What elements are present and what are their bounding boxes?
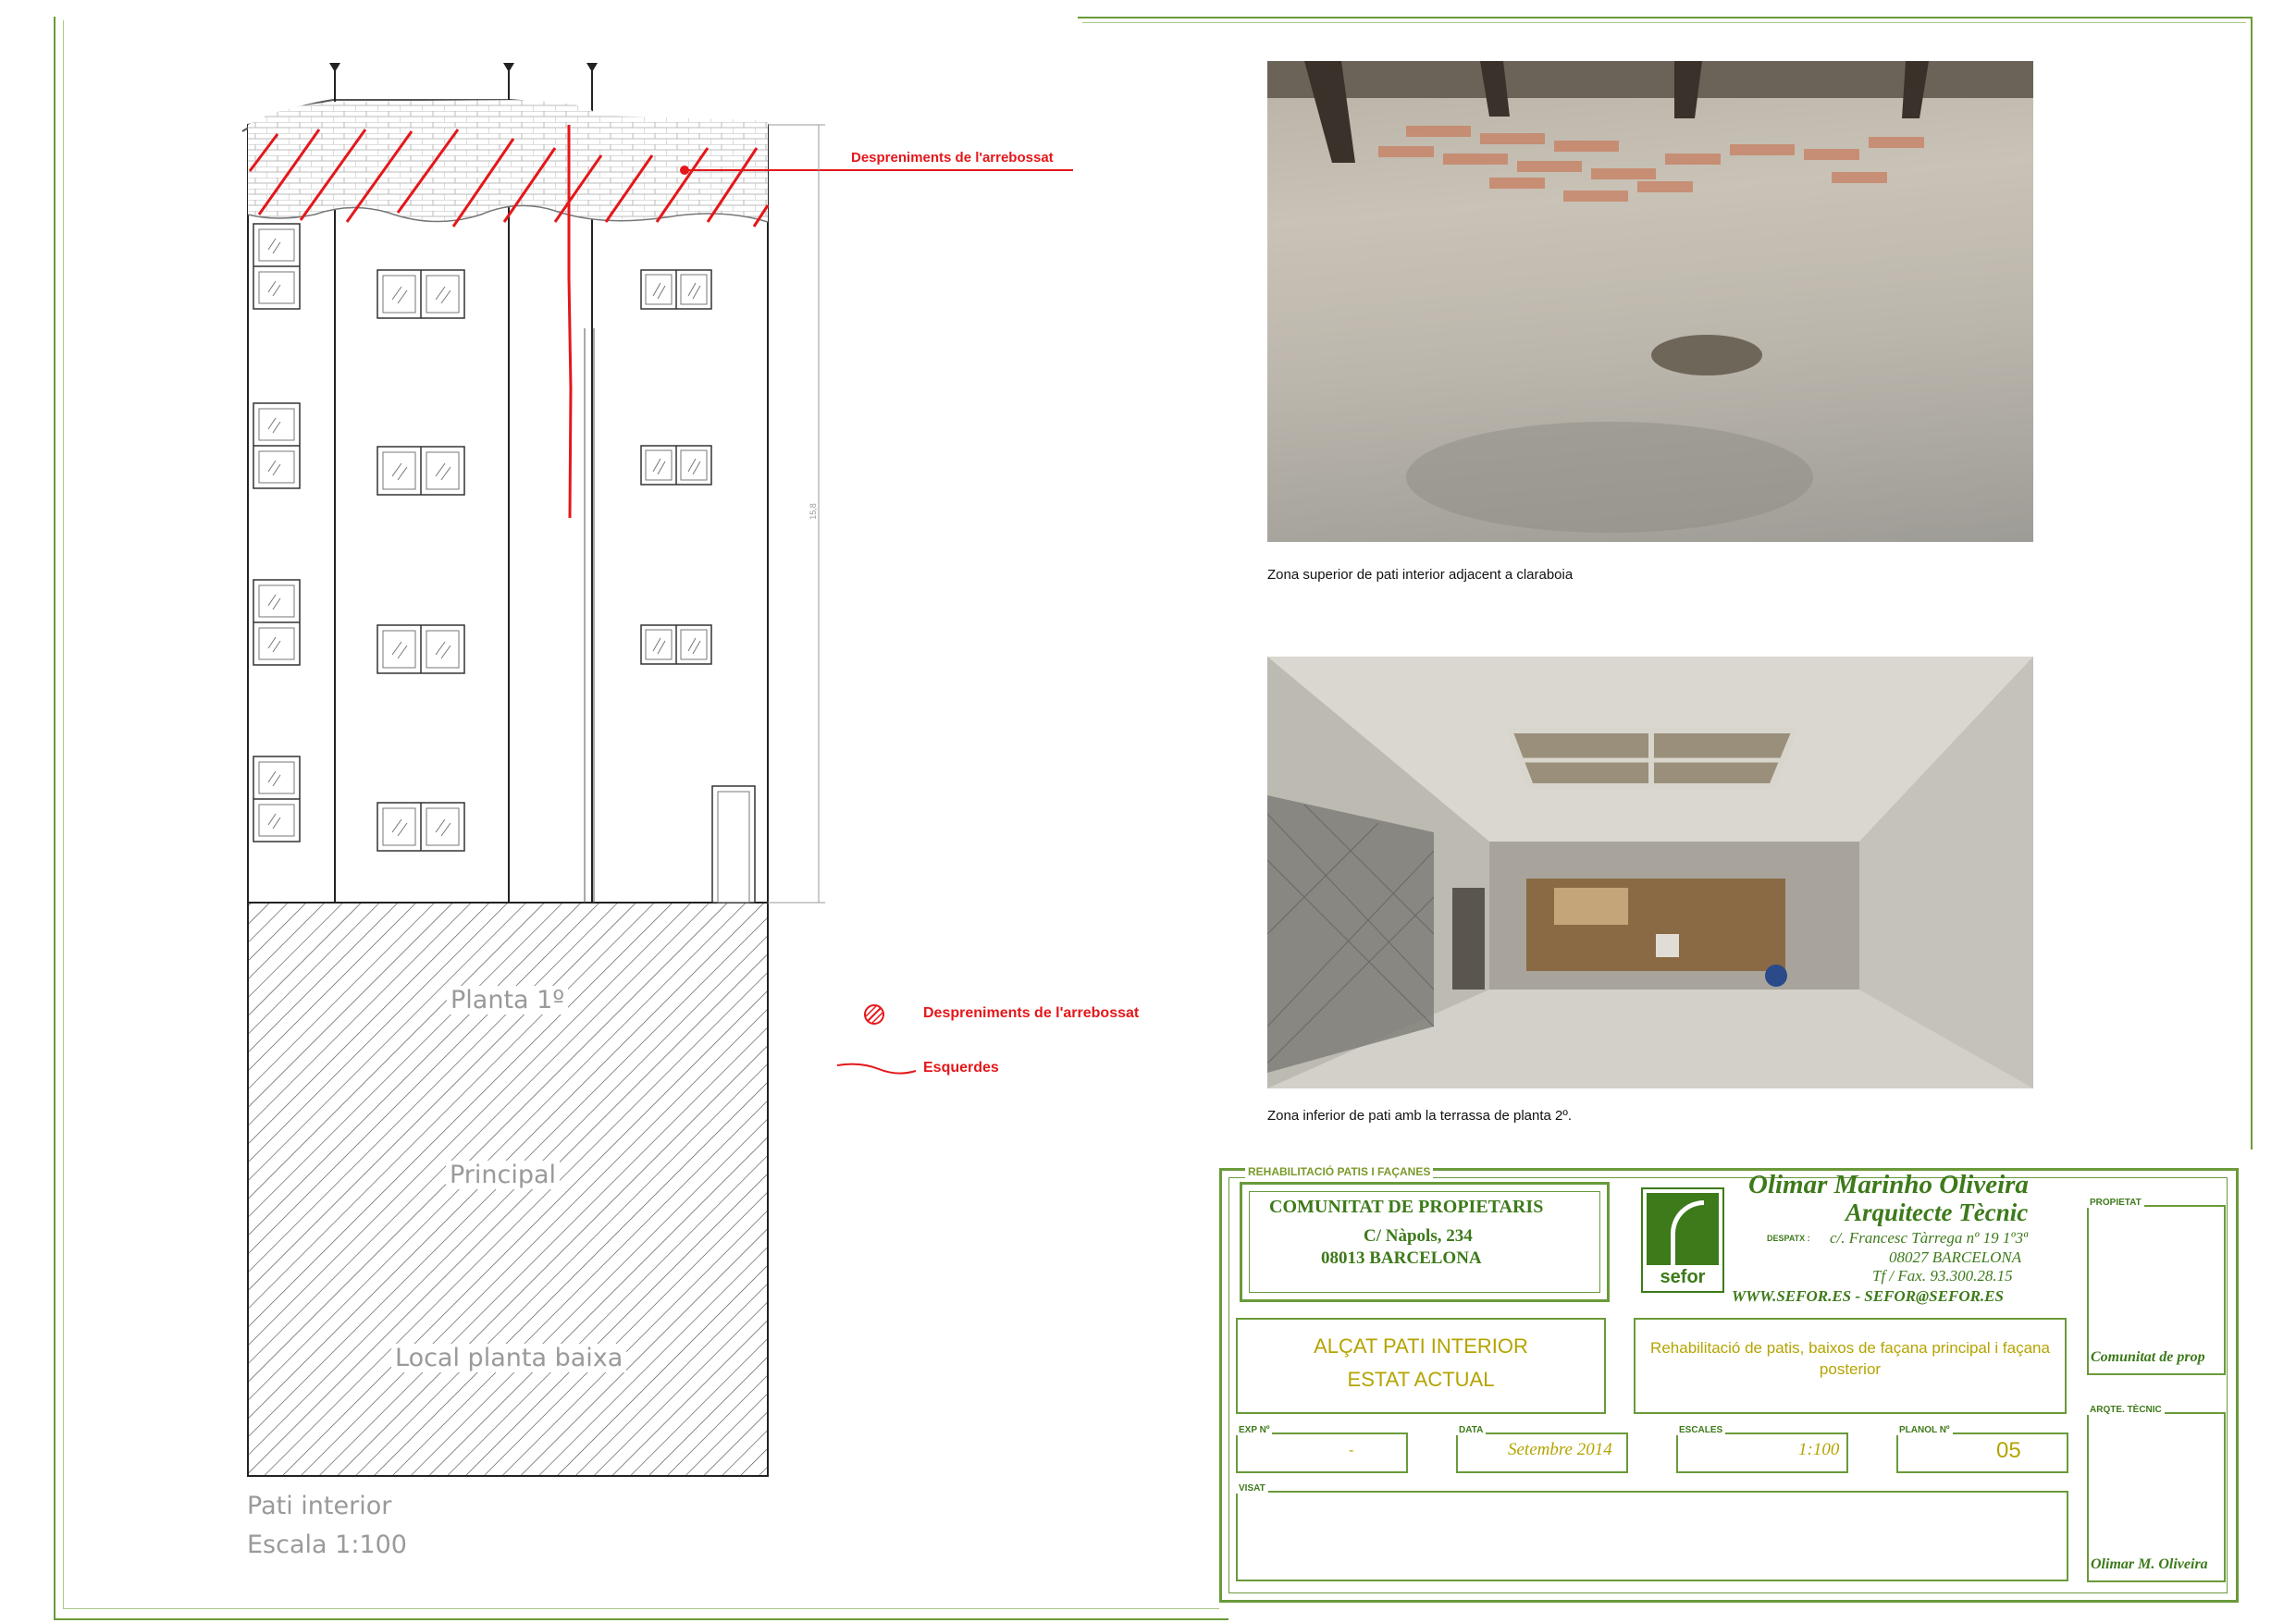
photo-upper-courtyard bbox=[1267, 61, 2033, 542]
crack-legend-line bbox=[837, 1064, 916, 1074]
owner-label: PROPIETAT bbox=[2087, 1198, 2144, 1208]
tb-outer-right bbox=[2236, 1168, 2239, 1603]
client-name: COMUNITAT DE PROPIETARIS bbox=[1269, 1197, 1544, 1217]
frame-bottom bbox=[54, 1618, 1228, 1620]
project-header: REHABILITACIÓ PATIS I FAÇANES bbox=[1245, 1165, 1433, 1178]
logo-text: sefor bbox=[1660, 1267, 1706, 1287]
arch-label: ARQTE. TÈCNIC bbox=[2087, 1405, 2165, 1415]
tb-outer-bottom bbox=[1219, 1600, 2239, 1603]
plan-value: 05 bbox=[1996, 1438, 2021, 1463]
frame-right bbox=[2251, 17, 2253, 1150]
architect-name: Olimar Marinho Oliveira bbox=[1748, 1170, 2029, 1199]
scale-label: ESCALES bbox=[1676, 1425, 1725, 1435]
exp-value: - bbox=[1349, 1443, 1354, 1458]
plan-label: PLANOL Nº bbox=[1896, 1425, 1953, 1435]
owner-value: Comunitat de prop bbox=[2091, 1349, 2205, 1365]
plan-box bbox=[1896, 1432, 2068, 1473]
frame-inner-top bbox=[1082, 22, 2246, 23]
sefor-logo bbox=[1641, 1187, 1724, 1293]
photo-lower-courtyard bbox=[1267, 657, 2033, 1088]
arch-value: Olimar M. Oliveira bbox=[2091, 1556, 2208, 1572]
tb-inner-left bbox=[1228, 1177, 1229, 1593]
photo1-caption: Zona superior de pati interior adjacent a claraboia bbox=[1267, 567, 1574, 583]
legend-item-cracks: Esquerdes bbox=[923, 1060, 999, 1076]
drawing-scale: Escala 1:100 bbox=[247, 1531, 407, 1559]
client-address: C/ Nàpols, 234 bbox=[1364, 1226, 1473, 1246]
client-city: 08013 BARCELONA bbox=[1321, 1248, 1482, 1268]
legend-item-detachment: Despreniments de l'arrebossat bbox=[923, 1005, 1140, 1021]
architect-title: Arquitecte Tècnic bbox=[1845, 1199, 2029, 1226]
photo2-caption: Zona inferior de pati amb la terrassa de planta 2º. bbox=[1267, 1108, 1572, 1124]
scale-value: 1:100 bbox=[1798, 1440, 1840, 1459]
dimension-label: 15,8 bbox=[808, 503, 818, 520]
drawing-title: Pati interior bbox=[247, 1492, 392, 1520]
date-label: DATA bbox=[1456, 1425, 1486, 1435]
visat-box bbox=[1236, 1491, 2068, 1581]
visat-label: VISAT bbox=[1236, 1483, 1268, 1494]
sheet-title-line2: ESTAT ACTUAL bbox=[1347, 1368, 1495, 1391]
office-label: DESPATX : bbox=[1767, 1234, 1810, 1243]
tb-inner-right bbox=[2227, 1177, 2228, 1593]
sheet-title-line1: ALÇAT PATI INTERIOR bbox=[1314, 1334, 1528, 1358]
exp-label: EXP Nº bbox=[1236, 1425, 1272, 1435]
floor-label-3: Local planta baixa bbox=[391, 1344, 626, 1372]
office-phone: Tf / Fax. 93.300.28.15 bbox=[1872, 1267, 2013, 1285]
office-street: c/. Francesc Tàrrega nº 19 1º3ª bbox=[1830, 1229, 2028, 1247]
tb-inner-bottom bbox=[1228, 1592, 2228, 1593]
date-value: Setembre 2014 bbox=[1508, 1440, 1612, 1459]
exp-box bbox=[1236, 1432, 1408, 1473]
callout-label: Despreniments de l'arrebossat bbox=[851, 150, 1054, 166]
tb-outer-left bbox=[1219, 1168, 1222, 1603]
office-city: 08027 BARCELONA bbox=[1889, 1248, 2022, 1266]
sheet-description: Rehabilitació de patis, baixos de façana principal i façana posterior bbox=[1650, 1339, 2050, 1378]
frame-top bbox=[1078, 17, 2253, 18]
floor-label-1: Planta 1º bbox=[447, 986, 568, 1014]
web-email: WWW.SEFOR.ES - SEFOR@SEFOR.ES bbox=[1732, 1287, 2004, 1305]
sheet-title-box bbox=[1236, 1318, 1606, 1414]
frame-inner-bottom bbox=[63, 1608, 1219, 1609]
floor-label-2: Principal bbox=[446, 1161, 560, 1189]
